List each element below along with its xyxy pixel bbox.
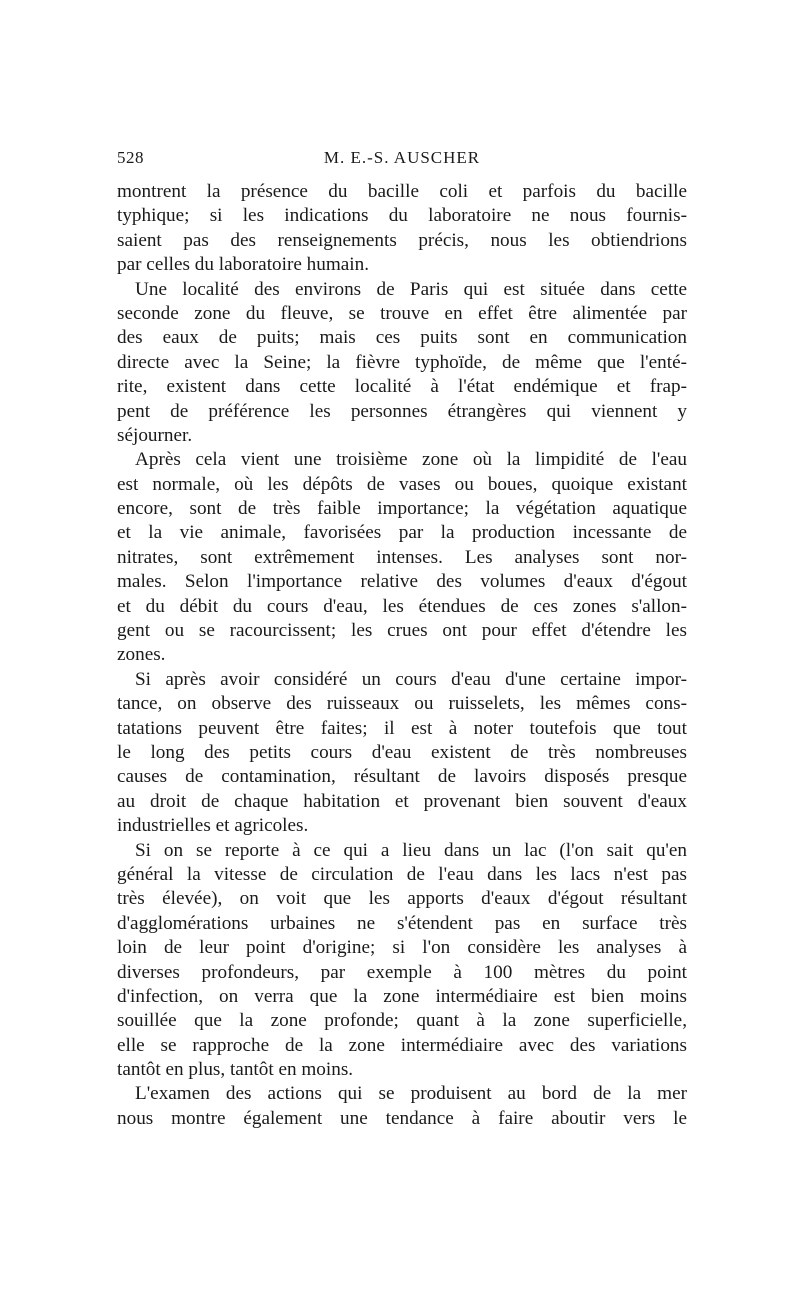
text-line: Une localité des environs de Paris qui est située dans cette bbox=[135, 278, 687, 300]
text-line: typhique; si les indications du laboratoire ne nous fournis- bbox=[117, 205, 687, 227]
text-line: males. Selon l'importance relative des volumes d'eaux d'égout bbox=[117, 571, 687, 593]
body-text bbox=[117, 180, 687, 1131]
text-line: nous montre également une tendance à faire aboutir vers le bbox=[117, 1107, 687, 1129]
text-line: elle se rapproche de la zone intermédiaire avec des variations bbox=[117, 1034, 687, 1056]
text-line: encore, sont de très faible importance; la végétation aquatique bbox=[117, 498, 687, 520]
page-number: 528 bbox=[117, 148, 144, 167]
text-line: causes de contamination, résultant de lavoirs disposés presque bbox=[117, 766, 687, 788]
text-line: des eaux de puits; mais ces puits sont en communication bbox=[117, 327, 687, 349]
text-line: le long des petits cours d'eau existent de très nombreuses bbox=[117, 741, 687, 763]
running-head: M. E.-S. AUSCHER bbox=[323, 148, 481, 167]
text-line: seconde zone du fleuve, se trouve en effet être alimentée par bbox=[117, 302, 687, 324]
text-line: industrielles et agricoles. bbox=[117, 815, 309, 837]
text-line: Si après avoir considéré un cours d'eau d'une certaine impor- bbox=[135, 668, 687, 690]
text-line: gent ou se racourcissent; les crues ont pour effet d'étendre les bbox=[117, 620, 687, 642]
text-line: nitrates, sont extrêmement intenses. Les analyses sont nor- bbox=[117, 546, 687, 568]
text-line: Si on se reporte à ce qui a lieu dans un lac (l'on sait qu'en bbox=[135, 839, 687, 861]
text-line: et du débit du cours d'eau, les étendues de ces zones s'allon- bbox=[117, 595, 687, 617]
text-line: d'agglomérations urbaines ne s'étendent pas en surface très bbox=[117, 912, 687, 934]
text-line: tance, on observe des ruisseaux ou ruisselets, les mêmes cons- bbox=[117, 693, 687, 715]
text-line: tantôt en plus, tantôt en moins. bbox=[117, 1059, 354, 1081]
text-line: d'infection, on verra que la zone intermédiaire est bien moins bbox=[117, 985, 687, 1007]
text-line: tatations peuvent être faites; il est à noter toutefois que tout bbox=[117, 717, 687, 739]
text-line: séjourner. bbox=[117, 424, 193, 446]
text-line: et la vie animale, favorisées par la production incessante de bbox=[117, 522, 687, 544]
text-line: par celles du laboratoire humain. bbox=[117, 254, 370, 276]
text-line: souillée que la zone profonde; quant à la zone superficielle, bbox=[117, 1010, 687, 1032]
text-line: zones. bbox=[117, 644, 166, 666]
text-line: L'examen des actions qui se produisent au bord de la mer bbox=[135, 1083, 687, 1105]
text-line: directe avec la Seine; la fièvre typhoïde, de même que l'enté- bbox=[117, 351, 687, 373]
text-line: rite, existent dans cette localité à l'état endémique et frap- bbox=[117, 376, 687, 398]
page-header bbox=[117, 148, 687, 172]
text-line: Après cela vient une troisième zone où la limpidité de l'eau bbox=[135, 449, 687, 471]
text-line: général la vitesse de circulation de l'eau dans les lacs n'est pas bbox=[117, 863, 687, 885]
text-line: loin de leur point d'origine; si l'on considère les analyses à bbox=[117, 937, 687, 959]
text-line: saient pas des renseignements précis, nous les obtiendrions bbox=[117, 229, 687, 251]
text-line: diverses profondeurs, par exemple à 100 mètres du point bbox=[117, 961, 687, 983]
text-line: au droit de chaque habitation et provenant bien souvent d'eaux bbox=[117, 790, 687, 812]
text-line: montrent la présence du bacille coli et parfois du bacille bbox=[117, 181, 687, 202]
text-line: très élevée), on voit que les apports d'eaux d'égout résultant bbox=[117, 888, 687, 910]
text-line: pent de préférence les personnes étrangères qui viennent y bbox=[117, 400, 687, 422]
text-line: est normale, où les dépôts de vases ou boues, quoique existant bbox=[117, 473, 687, 495]
